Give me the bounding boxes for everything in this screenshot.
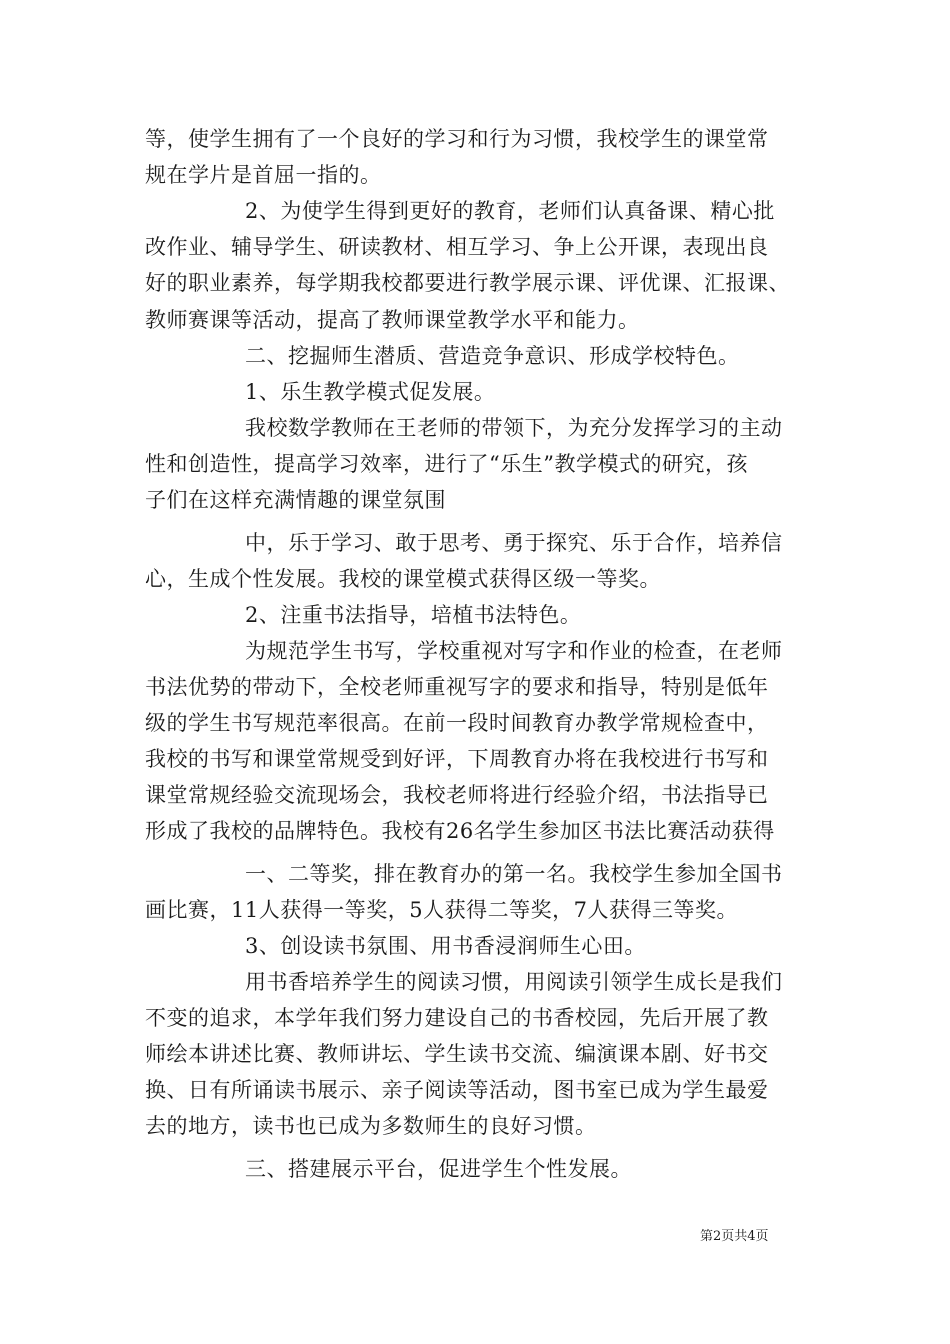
text-line: 书法优势的带动下，全校老师重视写字的要求和指导，特别是低年 <box>145 675 769 699</box>
text-line: 改作业、辅导学生、研读教材、相互学习、争上公开课，表现出良 <box>145 235 769 259</box>
subsection-heading: 2、注重书法指导，培植书法特色。 <box>245 603 582 627</box>
text-line: 级的学生书写规范率很高。在前一段时间教育办教学常规检查中， <box>145 711 769 735</box>
text-line: 去的地方，读书也已成为多数师生的良好习惯。 <box>145 1114 597 1138</box>
text-line: 好的职业素养，每学期我校都要进行教学展示课、评优课、汇报课、 <box>145 271 790 295</box>
text-line: 为规范学生书写，学校重视对写字和作业的检查，在老师 <box>245 639 783 663</box>
text-line: 2、为使学生得到更好的教育，老师们认真备课、精心批 <box>245 199 775 223</box>
text-line: 不变的追求，本学年我们努力建设自己的书香校园，先后开展了教 <box>145 1006 769 1030</box>
text-line: 画比赛，11人获得一等奖，5人获得二等奖，7人获得三等奖。 <box>145 898 738 922</box>
text-line: 用书香培养学生的阅读习惯，用阅读引领学生成长是我们 <box>245 970 783 994</box>
text-line: 心，生成个性发展。我校的课堂模式获得区级一等奖。 <box>145 567 661 591</box>
text-line: 我校的书写和课堂常规受到好评，下周教育办将在我校进行书写和 <box>145 747 769 771</box>
text-line: 中，乐于学习、敢于思考、勇于探究、乐于合作，培养信 <box>245 531 783 555</box>
text-line: 子们在这样充满情趣的课堂氛围 <box>145 488 446 512</box>
text-line: 师绘本讲述比赛、教师讲坛、学生读书交流、编演课本剧、好书交 <box>145 1042 769 1066</box>
page-number-footer: 第2页共4页 <box>700 1229 769 1244</box>
text-line: 规在学片是首屈一指的。 <box>145 163 382 187</box>
subsection-heading: 3、创设读书氛围、用书香浸润师生心田。 <box>245 934 646 958</box>
text-line: 一、二等奖，排在教育办的第一名。我校学生参加全国书 <box>245 862 783 886</box>
text-line: 等，使学生拥有了一个良好的学习和行为习惯，我校学生的课堂常 <box>145 127 769 151</box>
subsection-heading: 1、乐生教学模式促发展。 <box>245 380 496 404</box>
text-line: 性和创造性，提高学习效率，进行了“乐生”教学模式的研究，孩 <box>145 452 748 476</box>
section-heading: 二、挖掘师生潜质、营造竞争意识、形成学校特色。 <box>245 344 740 368</box>
text-line: 课堂常规经验交流现场会，我校老师将进行经验介绍，书法指导已 <box>145 783 769 807</box>
text-line: 教师赛课等活动，提高了教师课堂教学水平和能力。 <box>145 308 640 332</box>
text-line: 形成了我校的品牌特色。我校有26名学生参加区书法比赛活动获得 <box>145 819 775 843</box>
section-heading: 三、搭建展示平台，促进学生个性发展。 <box>245 1157 632 1181</box>
text-line: 我校数学教师在王老师的带领下，为充分发挥学习的主动 <box>245 416 783 440</box>
text-line: 换、日有所诵读书展示、亲子阅读等活动，图书室已成为学生最爱 <box>145 1078 769 1102</box>
